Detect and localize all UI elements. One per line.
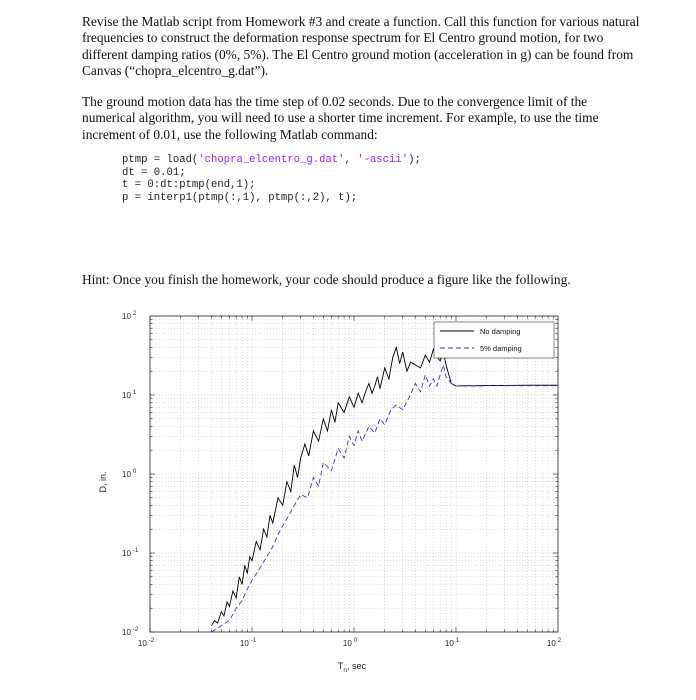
code-text: ); [408, 154, 421, 166]
code-text: p = interp1(ptmp(:,1), ptmp(:,2), t); [122, 191, 358, 204]
x-tick-label: 10 $^{-2}$ [137, 638, 155, 648]
x-axis-label: $T_n$, sec [337, 661, 367, 674]
code-line [122, 167, 186, 179]
code-text: ptmp = load( [122, 154, 199, 166]
code-string: '-ascii' [357, 154, 409, 166]
chart-legend [434, 322, 554, 358]
code-text: t = 0:dt:ptmp(end,1); [122, 179, 256, 192]
code-line [122, 179, 256, 191]
y-tick-label: 10 $^{-1}$ [122, 548, 139, 558]
code-text: dt = 0.01; [122, 166, 186, 179]
series-5pct-damping-line [211, 365, 558, 632]
chart-grid [150, 316, 558, 632]
y-axis-label: D, in. [98, 471, 108, 493]
x-tick-label: 10 $^{-1}$ [239, 638, 257, 648]
legend-label-no-damping: No damping [480, 327, 521, 336]
y-tick-label: 10 $^0$ [122, 469, 137, 479]
x-tick-label: 10 $^0$ [342, 638, 358, 648]
chart-ticks [122, 311, 562, 648]
legend-label-5pct-damping: 5% damping [480, 344, 522, 353]
code-string: 'chopra_elcentro_g.dat' [198, 154, 345, 166]
code-line [122, 154, 421, 166]
y-tick-label: 10 $^2$ [122, 311, 137, 321]
x-tick-label: 10 $^1$ [444, 638, 460, 648]
response-spectrum-chart [88, 304, 578, 689]
problem-paragraph-2: The ground motion data has the time step of 0.02 seconds. Due to the convergence limit of the numerical algorithm, you will need to use a shorter time increment. For example, to use the time increment of 0.01, use the following Matlab command: [82, 94, 599, 142]
problem-paragraph-1: Revise the Matlab script from Homework #3 and create a function. Call this function for various natural frequencies to construct the deformation response spectrum for El Centro ground motion, for two different damping ratios (0%, 5%). The El Centro ground motion (acceleration in g) can be found from Canvas (“chopra_elcentro_g.dat”). [82, 14, 640, 79]
matlab-code-block [122, 154, 421, 204]
code-line [122, 192, 357, 204]
y-tick-label: 10 $^{-2}$ [122, 627, 139, 637]
code-text: , [344, 154, 358, 166]
x-tick-label: 10 $^2$ [546, 638, 562, 648]
y-tick-label: 10 $^1$ [122, 390, 137, 400]
hint-text: Hint: Once you finish the homework, your code should produce a figure like the following. [82, 272, 571, 287]
